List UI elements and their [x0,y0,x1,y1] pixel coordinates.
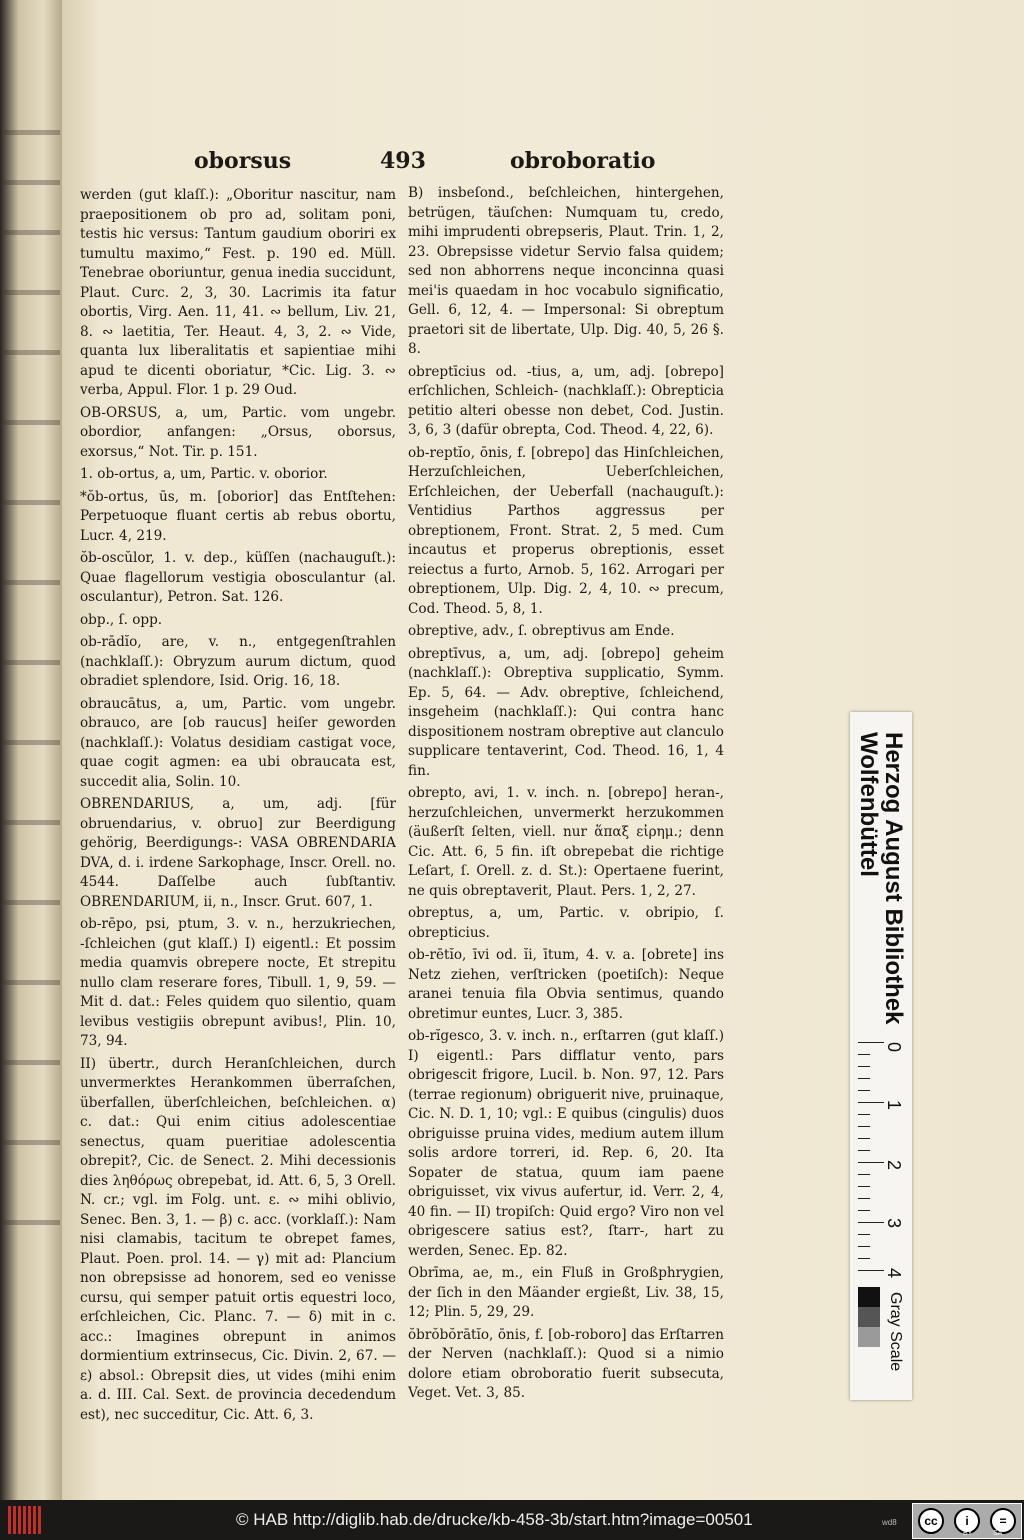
swatch-dark-gray [858,1307,880,1327]
entry: ob-rādĭo, are, v. n., entgegenſtrahlen (nachklaſſ.): Obryzum aurum dictum, quod obradiet splendore, Isid. Orig. 16, 18. [80,634,396,689]
entry: OB-ORSUS, a, um, Partic. vom ungebr. obordior, anfangen: „Orsus, oborsus, exorsus,“ Not. Tir. p. 151. [80,404,396,460]
left-column [80,186,396,1428]
page-number: 493 [380,148,426,174]
entry: B) insbeſond., beſchleichen, hintergehen, betrügen, täuſchen: Numquam tu, credo, mihi imprudenti obrepseris, Plaut. Trin. 1, 2, 23. Obrepsisse videtur Servio falsa quidem; sed non abhorrens neque inconcinna quasi mei'is quaedam in hoc vocabulo significatio, Gell. 6, 12, 4. — Impersonal: Si obreptum praetori sit de libertate, Ulp. Dig. 40, 5, 26 §. 8. [408,185,724,357]
share-alike-icon: = [990,1508,1016,1534]
entry: werden (gut klaſſ.): „Oboritur nascitur, nam praepositionem ob pro ad, solitam poni, testis hic versus: Tantum gaudium oboriri ex tumultu maximo,“ Fest. p. 190 ed. Müll. Tenebrae oboriuntur, genua inedia succidunt, Plaut. Curc. 2, 3, 30. Lacrimis ita fatur obortis, Virg. Aen. 11, 41. ∾ bellum, Liv. 21, 8. ∾ laetitia, Ter. Heaut. 4, 3, 2. ∾ Vide, quanta lux liberalitatis et sapientiae mihi apud te dicenti oboriatur, *Cic. Lig. 3. ∾ verba, Appul. Flor. 1 p. 29 Oud. [80,187,396,398]
entry: Obrīma, ae, m., ein Fluß in Großphrygien, der ſich in den Mäander ergießt, Liv. 38, 15, 12; Plin. 5, 29, 29. [408,1265,724,1320]
ruler-number: 0 [884,1042,904,1053]
attribution-icon: i [954,1508,980,1534]
library-label: Herzog August Bibliothek Wolfenbüttel [855,732,907,1025]
entry: obraucātus, a, um, Partic. vom ungebr. obrauco, are [ob raucus] heiſer geworden (nachklaſſ.): Volatus desidiam castigat voce, quae cogit agmen: ea ubi obraucata est, succedit alia, Solin. 10. [80,695,396,790]
footer-bar [0,1500,1024,1540]
ruler-number: 4 [884,1268,904,1279]
entry: obp., ſ. opp. [80,611,163,628]
entry: ŏb-oscŭlor, 1. v. dep., küſſen (nachauguſt.): Quae flagellorum vestigia obosculantur (al. osculantur), Petron. Sat. 126. [80,550,396,605]
creative-commons-badge[interactable] [912,1503,1022,1539]
license-label-sa: SA [993,1530,1003,1537]
scale-ruler [858,1042,904,1292]
hab-logo-icon [8,1506,42,1534]
version-tag: wd8 [882,1518,897,1527]
gray-scale-swatches [858,1287,888,1367]
entry: ŏbrŏbŏrātĭo, ōnis, f. [ob-roboro] das Erſtarren der Nerven (nachklaſſ.): Quod si a nimio dolore etiam obroboratio fuerit subsecuta, Veget. Vet. 3, 85. [408,1326,724,1401]
running-head-right: obroboratio [510,148,656,174]
previous-page-edge [0,0,62,1500]
entry: 1. ob-ortus, a, um, Partic. v. oborior. [80,466,328,482]
swatch-black [858,1287,880,1307]
entry: OBRENDARIUS, a, um, adj. [für obruendarius, v. obruo] zur Beerdigung gehörig, Beerdigungs-: VASA OBRENDARIA DVA, d. i. irdene Sarkophage, Inscr. Orell. no. 4544. Daſſelbe auch ſubſtantiv. OBRENDARIUM, ii, n., Inscr. Grut. 607, 1. [80,796,396,910]
entry: obreptive, adv., ſ. obreptivus am Ende. [408,623,675,639]
running-head-left: oborsus [194,148,292,174]
entry: ob-rētĭo, īvi od. ĭi, ītum, 4. v. a. [obrete] ins Netz ziehen, verſtricken (poetiſch): Neque aranei tenuia fila Obvia sentimus, quando obretimur euntes, Lucr. 3, 385. [408,947,724,1022]
entry: II) übertr., durch Heranſchleichen, durch unvermerktes Herankommen überraſchen, überfallen, überſchleichen, beſchleichen. α) c. dat.: Qui enim citius adolescentiae senectus, quam pueritiae adolescentia obrepit?, Cic. de Senect. 2. Mihi decessionis dies ληθόρως obrepebat, id. Att. 6, 5, 3 Orell. N. cr.; vgl. im Folg. unt. ε. ∾ mihi oblivio, Senec. Ben. 3, 1. — β) c. acc. (vorklaſſ.): Nam nisi clamabis, tacitum te obrepet fames, Plaut. Poen. prol. 14. — γ) mit ad: Plancium non obrepsisse ad honorem, sed eo venisse cursu, qui semper patuit ortis equestri loco, erſchleichen, Cic. Planc. 7. — δ) mit in c. acc.: Imagines obrepunt in animos dormientium extrinsecus, Cic. Divin. 2, 67. — ε) absol.: Obrepsit dies, ut vides (mihi enim a. d. III. Cal. Sext. de provincia decedendum est), nec succeditur, Cic. Att. 6, 3. [80,1055,396,1423]
entry: ob-rĭgesco, 3. v. inch. n., erſtarren (gut klaſſ.) I) eigentl.: Pars difflatur vento, pars obrigescit frigore, Lucil. b. Non. 97, 12. Pars (terrae regionum) obriguerit nive, pruinaque, Cic. N. D. 1, 10; vgl.: E quibus (cingulis) duos obriguisse pruina vides, medium autem illum solis ardore torreri, id. Rep. 6, 20. Ita Sopater de statua, quum iam paene obriguisset, vix vivus aufertur, id. Verr. 2, 4, 40 fin. — II) tropiſch: Quid ergo? Viro non vel obrigescere satius est?, ſtarr-, hart zu werden, Senec. Ep. 82. [408,1028,724,1259]
color-calibration-card [850,712,912,1400]
swatch-light-gray [858,1327,880,1347]
entry: obreptīvus, a, um, adj. [obrepo] geheim (nachklaſſ.): Obreptiva supplicatio, Symm. Ep. 5, 64. — Adv. obreptive, ſchleichend, insgeheim (nachklaſſ.): Qui contra hanc dispositionem nostram obreptive aut clanculo supplicare tentaverint, Cod. Theod. 16, 1, 4 fin. [408,645,724,779]
entry: ob-rēpo, psi, ptum, 3. v. n., herzukriechen, -ſchleichen (gut klaſſ.) I) eigentl.: Et possim media quamvis obrepere nocte, Et strepitu nullo clam reserare fores, Tibull. 1, 9, 59. — Mit d. dat.: Feles quidem quo silentio, quam levibus vestigiis obrepunt avibus!, Plin. 10, 73, 94. [80,916,396,1049]
ruler-number: 3 [884,1218,904,1229]
entry: *ŏb-ortus, ūs, m. [oborior] das Entſtehen: Perpetuoque fluant certis ab rebus obortu, Lucr. 4, 219. [80,488,396,544]
ruler-number: 1 [884,1100,904,1111]
entry: obreptīcius od. -tius, a, um, adj. [obrepo] erſchlichen, Schleich- (nachklaſſ.): Obrepticia petitio alteri obesse non debet, Cod. Justin. 3, 6, 3 (dafür obrepta, Cod. Theod. 4, 22, 6). [408,363,724,438]
entry: obrepto, avi, 1. v. inch. n. [obrepo] heran-, herzuſchleichen, unvermerkt herzukommen (äußerſt ſelten, viell. nur ἅπαξ εἰρημ.; denn Cic. Att. 6, 5 fin. iſt obrepebat die richtige Leſart, ſ. Orell. z. d. St.): Opertaene fuerint, ne quis obreptaverit, Plaut. Pers. 1, 2, 27. [408,785,724,899]
ruler-number: 2 [884,1160,904,1171]
gray-scale-label: Gray Scale [887,1292,904,1372]
entry: ob-reptĭo, ōnis, f. [obrepo] das Hinſchleichen, Herzuſchleichen, Ueberſchleichen, Erſchleichen, der Ueberfall (nachauguſt.): Ventidius Parthos aggressus per obreptionem, Front. Strat. 2, 5 med. Cum incautus et properus obreptionis, esset reiectus a furto, Arnob. 5, 162. Arrogari per obreptionem, Ulp. Dig. 2, 4, 10. ∾ precum, Cod. Theod. 5, 8, 1. [408,444,724,617]
copyright-link[interactable]: © HAB http://diglib.hab.de/drucke/kb-458-3b/start.htm?image=00501 [236,1510,753,1529]
right-column [408,184,724,1407]
entry: obreptus, a, um, Partic. v. obripio, ſ. obrepticius. [408,905,724,941]
license-label-by: BY [963,1530,973,1537]
cc-icon: cc [918,1508,944,1534]
